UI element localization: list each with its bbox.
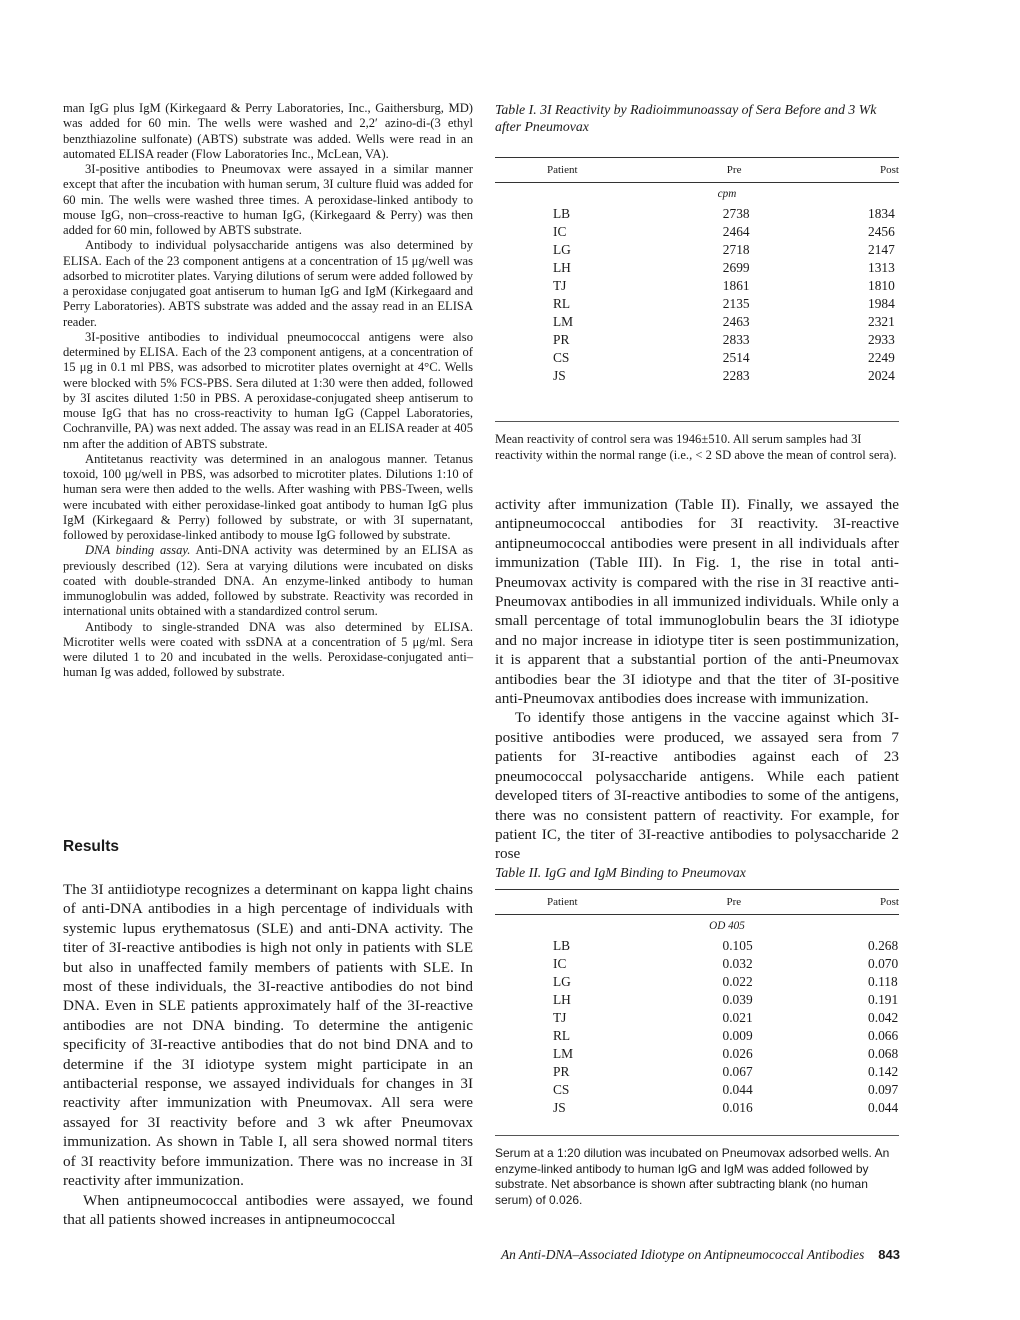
cell-patient: TJ: [553, 1010, 567, 1025]
cell-post: 1313: [868, 260, 895, 275]
methods-paragraph: Antitetanus reactivity was determined in an analogous manner. Tetanus toxoid, 100 μg/well in PBS, was adsorbed to microtiter plates. Dilutions 1:10 of human sera were then added to the wells. After washing with PBS-Tween, wells were incubated with either peroxidase-linked goat antibody to human IgG plus IgM (Kirkegaard & Perry) followed by substrate, or with 3I supernatant, followed by peroxidase-linked antibody to mouse IgG followed by substrate.: [63, 451, 473, 542]
table-row: [495, 313, 899, 331]
cell-patient: LB: [553, 938, 571, 953]
results-paragraph: The 3I antiidiotype recognizes a determinant on kappa light chains of anti-DNA antibodies in a high percentage of individuals with systemic lupus erythematosus (SLE) and anti-DNA activity. The titer of 3I-reactive antibodies is high not only in patients with SLE but also in unaffected family members of patients with SLE. In most of these individuals, the 3I-reactive antibodies do not bind DNA. Even in SLE patients approximately half of the 3I-reactive antibodies are not DNA binding. To determine the antigenic specificity of 3I-reactive antibodies that do not bind DNA and to determine if the 3I idiotype system might participate in an antibacterial response, we assayed individuals for changes in 3I reactivity after immunization with Pneumovax. All sera were assayed for 3I reactivity before and 3 wk after Pneumovax immunization. As shown in Table I, all sera showed normal titers of 3I reactivity before immunization. There was no increase in 3I reactivity after immunization.: [63, 881, 473, 1190]
cell-post: 1984: [868, 296, 895, 311]
cell-patient: LB: [553, 206, 571, 221]
table-2-unit: OD 405: [709, 920, 745, 932]
table-row: [495, 241, 899, 259]
cell-patient: IC: [553, 956, 567, 971]
cell-pre: 0.021: [722, 1010, 753, 1025]
table-row: [495, 331, 899, 349]
table-2-caption: Table II. IgG and IgM Binding to Pneumovax: [495, 865, 746, 880]
dna-binding-text: Anti-DNA activity was determined by an ELISA as previously described (12). Sera at varying dilutions were incubated on disks coated with double-stranded DNA. An enzyme-linked antibody to human immunoglobulin was added, followed by substrate. Reactivity was recorded in international units obtained with a standardized control serum.: [63, 543, 473, 619]
results-paragraph: When antipneumococcal antibodies were assayed, we found that all patients showed increases in antipneumococcal: [63, 1191, 473, 1228]
table-1-grid: [495, 157, 899, 393]
table-row: [495, 295, 899, 313]
cell-post: 0.070: [868, 956, 899, 971]
results-heading: Results: [63, 838, 119, 855]
cell-pre: 0.039: [722, 992, 753, 1007]
table-2-header-pre: Pre: [667, 890, 821, 915]
table-1-caption: Table I. 3I Reactivity by Radioimmunoassay of Sera Before and 3 Wk after Pneumovax: [495, 102, 877, 134]
running-title: An Anti-DNA–Associated Idiotype on Antipneumococcal Antibodies: [500, 1247, 865, 1262]
cell-post: 2249: [868, 350, 895, 365]
cell-patient: LH: [553, 992, 571, 1007]
ssdna-paragraph: Antibody to single-stranded DNA was also determined by ELISA. Microtiter wells were coated with ssDNA at a concentration of 5 μg/ml. Sera were diluted 1 to 20 and incubated in the wells. Peroxidase-conjugated anti–human Ig was added, followed by substrate.: [63, 619, 473, 680]
cell-pre: 2283: [722, 368, 750, 383]
table-2-header-post: Post: [820, 890, 899, 915]
cell-patient: TJ: [553, 278, 567, 293]
table-row: [495, 1045, 899, 1063]
table-2: [495, 864, 899, 1208]
cell-patient: JS: [553, 1100, 566, 1115]
table-2-header-patient: Patient: [495, 890, 667, 915]
cell-pre: 0.105: [722, 938, 753, 953]
table-row: [495, 1009, 899, 1027]
cell-post: 0.068: [868, 1046, 899, 1061]
cell-pre: 2464: [722, 224, 750, 239]
right-column-text: [495, 495, 899, 864]
table-row: [495, 1063, 899, 1081]
cell-pre: 0.026: [722, 1046, 753, 1061]
cell-pre: 1861: [722, 278, 750, 293]
cell-post: 0.268: [868, 938, 899, 953]
table-row: [495, 205, 899, 223]
cell-pre: 0.067: [722, 1064, 753, 1079]
page-footer: [470, 1247, 900, 1263]
table-2-bottom-rule: [495, 1135, 899, 1136]
table-row: [495, 349, 899, 367]
table-row: [495, 259, 899, 277]
methods-paragraph: Antibody to individual polysaccharide antigens was also determined by ELISA. Each of the 23 component antigens at a concentration of 15 μg/well was adsorbed to microtiter plates. Varying dilutions of serum were added followed by a peroxidase conjugated goat antiserum to human IgG and IgM (Kirkegaard and Perry Laboratories). ABTS substrate was added and the assay read in an ELISA reader.: [63, 238, 473, 329]
cell-post: 2933: [868, 332, 895, 347]
cell-patient: CS: [553, 1082, 570, 1097]
cell-post: 0.042: [868, 1010, 899, 1025]
cell-pre: 2738: [722, 206, 750, 221]
cell-post: 2024: [868, 368, 895, 383]
cell-post: 2321: [868, 314, 895, 329]
table-row: [495, 1027, 899, 1045]
cell-pre: 0.032: [722, 956, 753, 971]
table-1: [495, 101, 899, 463]
table-row: [495, 955, 899, 973]
cell-patient: LG: [553, 974, 571, 989]
table-row: [495, 937, 899, 955]
cell-patient: CS: [553, 350, 570, 365]
cell-patient: PR: [553, 332, 570, 347]
cell-pre: 2514: [722, 350, 750, 365]
cell-patient: RL: [553, 1028, 571, 1043]
methods-paragraph: 3I-positive antibodies to individual pneumococcal antigens were also determined by ELISA. Each of the 23 component antigens, at a concentration of 15 μg in 0.1 ml PBS, was adsorbed to microtiter plates overnight at 4°C. Wells were blocked with 5% FCS-PBS. Sera diluted at 1:30 were then added, followed by 3I ascites diluted 1:50 in PBS. A peroxidase-conjugated sheep antiserum to mouse IgG that has no cross-reactivity to human IgG (Cappel Laboratories, Cochranville, PA) was next added. The assay was read in an ELISA reader at 405 nm after the addition of ABTS substrate.: [63, 329, 473, 451]
cell-pre: 0.044: [722, 1082, 753, 1097]
cell-patient: PR: [553, 1064, 570, 1079]
cell-pre: 2463: [722, 314, 750, 329]
left-column-methods: [63, 101, 473, 681]
table-row: [495, 223, 899, 241]
cell-post: 0.044: [868, 1100, 899, 1115]
table-row: [495, 1099, 899, 1125]
table-row: [495, 1081, 899, 1099]
cell-pre: 0.022: [722, 974, 753, 989]
methods-paragraph: man IgG plus IgM (Kirkegaard & Perry Laboratories, Inc., Gaithersburg, MD) was added for 60 min. The wells were washed and 2,2′ azino-di-(3 ethyl benzthiazoline sulfonate) (ABTS) substrate was added. Wells were read in an automated ELISA reader (Flow Laboratories Inc., McLean, VA).: [63, 101, 473, 161]
table-1-header-post: Post: [820, 158, 899, 183]
cell-patient: LM: [553, 1046, 574, 1061]
right-paragraph: activity after immunization (Table II). Finally, we assayed the antipneumococcal antibodies for 3I reactivity. 3I-reactive antipneumococcal antibodies were present in all individuals after immunization (Table III). In Fig. 1, the rise in total anti-Pneumovax activity is compared with the rise in 3I reactive anti-Pneumovax antibodies in all immunized individuals. While only a small percentage of total immunoglobulin bears the 3I idiotype and no major increase in idiotype titer is seen postimmunization, it is apparent that a substantial portion of the anti-Pneumovax antibodies bear the 3I idiotype and that the titer of 3I-positive anti-Pneumovax antibodies does increase with immunization.: [495, 496, 899, 708]
cell-post: 0.142: [868, 1064, 899, 1079]
table-row: [495, 277, 899, 295]
table-1-note: Mean reactivity of control sera was 1946±510. All serum samples had 3I reactivity within the normal range (i.e., < 2 SD above the mean of control sera).: [495, 432, 897, 462]
cell-pre: 0.016: [722, 1100, 753, 1115]
cell-pre: 0.009: [722, 1028, 753, 1043]
table-2-note: Serum at a 1:20 dilution was incubated on Pneumovax adsorbed wells. An enzyme-linked antibody to human IgG and IgM was added followed by substrate. Net absorbance is shown after subtracting blank (no human serum) of 0.026.: [495, 1146, 890, 1207]
cell-patient: LH: [553, 260, 571, 275]
methods-paragraph: 3I-positive antibodies to Pneumovax were assayed in a similar manner except that after the incubation with human serum, 3I culture fluid was added for 60 min. The wells were washed three times. A peroxidase-linked antibody to mouse IgG, non–cross-reactive to human IgG, (Kirkegaard & Perry) was then added for 60 min, followed by ABTS substrate.: [63, 162, 473, 237]
cell-post: 2147: [868, 242, 895, 257]
table-1-bottom-rule: [495, 421, 899, 422]
cell-patient: LM: [553, 314, 574, 329]
results-body: [63, 880, 473, 1229]
dna-binding-paragraph: [63, 543, 473, 619]
table-row: [495, 973, 899, 991]
cell-post: 0.066: [868, 1028, 899, 1043]
table-row: [495, 991, 899, 1009]
cell-post: 0.191: [868, 992, 899, 1007]
cell-post: 1810: [868, 278, 895, 293]
table-row: [495, 367, 899, 393]
table-1-unit: cpm: [717, 188, 737, 200]
cell-patient: IC: [553, 224, 567, 239]
cell-pre: 2718: [722, 242, 750, 257]
table-1-header-pre: Pre: [667, 158, 820, 183]
cell-post: 2456: [868, 224, 895, 239]
right-paragraph: To identify those antigens in the vaccine against which 3I-positive antibodies were produced, we assayed sera from 7 patients for 3I-reactive antibodies against each of 23 pneumococcal polysaccharide antigens. While each patient developed titers of 3I-reactive antibodies to some of the antigens, there was no consistent pattern of reactivity. For example, for patient IC, the titer of 3I-reactive antibodies to polysaccharide 2 rose: [495, 709, 899, 863]
table-1-header-patient: Patient: [495, 158, 667, 183]
cell-patient: RL: [553, 296, 571, 311]
cell-post: 0.118: [868, 974, 898, 989]
dna-binding-label: DNA binding assay.: [85, 543, 191, 558]
cell-patient: LG: [553, 242, 571, 257]
page-number: 843: [878, 1247, 900, 1262]
cell-patient: JS: [553, 368, 566, 383]
cell-pre: 2135: [722, 296, 750, 311]
cell-pre: 2699: [722, 260, 750, 275]
cell-pre: 2833: [722, 332, 750, 347]
cell-post: 0.097: [868, 1082, 899, 1097]
table-2-grid: [495, 889, 899, 1125]
cell-post: 1834: [868, 206, 895, 221]
